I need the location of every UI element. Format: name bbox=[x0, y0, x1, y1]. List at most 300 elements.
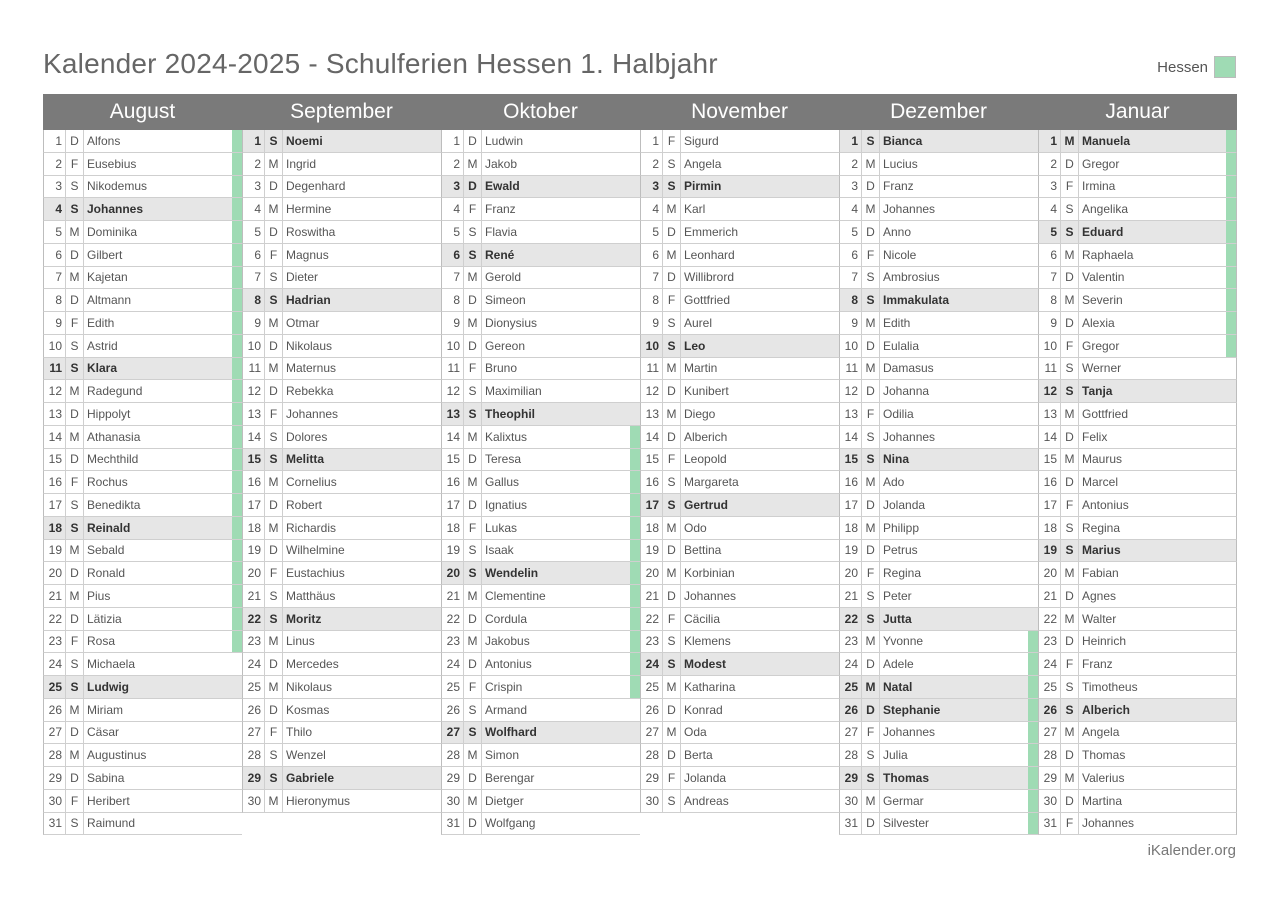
holiday-marker bbox=[1028, 744, 1038, 766]
name-day: Altmann bbox=[87, 293, 132, 308]
day-row bbox=[1038, 585, 1237, 608]
name-day: Leo bbox=[684, 338, 706, 353]
name-day: Johannes bbox=[883, 429, 936, 444]
holiday-marker bbox=[1028, 722, 1038, 744]
day-number: 13 bbox=[641, 403, 663, 425]
weekday-letter: M bbox=[663, 517, 681, 539]
day-number: 28 bbox=[442, 744, 464, 766]
weekday-letter: S bbox=[1061, 221, 1079, 243]
day-number: 24 bbox=[243, 653, 265, 675]
holiday-marker bbox=[630, 699, 640, 721]
weekday-letter: S bbox=[265, 744, 283, 766]
day-number: 26 bbox=[442, 699, 464, 721]
day-row bbox=[441, 471, 640, 494]
day-number: 4 bbox=[442, 198, 464, 220]
day-row bbox=[441, 312, 640, 335]
day-row bbox=[839, 608, 1038, 631]
weekday-letter: M bbox=[66, 267, 84, 289]
name-day: Yvonne bbox=[883, 634, 924, 649]
weekday-letter: S bbox=[862, 289, 880, 311]
holiday-marker bbox=[431, 517, 441, 539]
name-day: Valentin bbox=[1082, 270, 1125, 285]
weekday-letter: M bbox=[663, 562, 681, 584]
name-day: Athanasia bbox=[87, 429, 141, 444]
month-column bbox=[640, 94, 839, 835]
weekday-letter: F bbox=[663, 608, 681, 630]
day-row bbox=[1038, 676, 1237, 699]
day-row bbox=[441, 130, 640, 153]
day-row bbox=[640, 221, 839, 244]
day-row bbox=[441, 676, 640, 699]
day-number: 18 bbox=[840, 517, 862, 539]
name-day: Clementine bbox=[485, 588, 546, 603]
day-row bbox=[441, 176, 640, 199]
weekday-letter: D bbox=[265, 335, 283, 357]
day-row bbox=[43, 403, 242, 426]
day-row bbox=[640, 267, 839, 290]
holiday-marker bbox=[431, 426, 441, 448]
month-column bbox=[441, 94, 640, 835]
day-number: 4 bbox=[44, 198, 66, 220]
name-day: Kajetan bbox=[87, 270, 128, 285]
holiday-marker bbox=[829, 790, 839, 812]
day-row bbox=[640, 494, 839, 517]
name-day: Richardis bbox=[286, 520, 337, 535]
holiday-marker bbox=[630, 176, 640, 198]
name-day: Fabian bbox=[1082, 566, 1119, 581]
day-row bbox=[640, 176, 839, 199]
holiday-marker bbox=[829, 130, 839, 152]
day-number: 2 bbox=[243, 153, 265, 175]
name-day: Stephanie bbox=[883, 702, 941, 717]
day-row bbox=[640, 517, 839, 540]
holiday-marker bbox=[431, 471, 441, 493]
day-row bbox=[839, 540, 1038, 563]
weekday-letter: M bbox=[464, 426, 482, 448]
weekday-letter: M bbox=[66, 699, 84, 721]
day-number: 21 bbox=[442, 585, 464, 607]
day-number: 9 bbox=[840, 312, 862, 334]
day-row bbox=[640, 380, 839, 403]
day-row bbox=[242, 426, 441, 449]
day-number: 13 bbox=[243, 403, 265, 425]
name-day: Edith bbox=[883, 315, 911, 330]
day-row bbox=[1038, 471, 1237, 494]
day-number: 22 bbox=[840, 608, 862, 630]
weekday-letter: S bbox=[464, 562, 482, 584]
holiday-marker bbox=[829, 744, 839, 766]
holiday-marker bbox=[829, 176, 839, 198]
day-number: 5 bbox=[1039, 221, 1061, 243]
day-number: 27 bbox=[442, 722, 464, 744]
name-day: Rosa bbox=[87, 634, 116, 649]
day-row bbox=[839, 426, 1038, 449]
name-day: Isaak bbox=[485, 543, 514, 558]
holiday-marker bbox=[431, 221, 441, 243]
name-day: Angela bbox=[684, 156, 722, 171]
holiday-marker bbox=[431, 585, 441, 607]
name-day: Kunibert bbox=[684, 384, 729, 399]
day-number: 19 bbox=[840, 540, 862, 562]
weekday-letter: M bbox=[862, 198, 880, 220]
holiday-marker bbox=[1028, 267, 1038, 289]
weekday-letter: S bbox=[1061, 380, 1079, 402]
day-row bbox=[441, 790, 640, 813]
day-number: 29 bbox=[442, 767, 464, 789]
holiday-marker bbox=[232, 267, 242, 289]
holiday-marker bbox=[1028, 813, 1038, 835]
weekday-letter: D bbox=[663, 699, 681, 721]
day-number: 19 bbox=[44, 540, 66, 562]
day-number: 4 bbox=[840, 198, 862, 220]
day-row bbox=[839, 449, 1038, 472]
name-day: Diego bbox=[684, 406, 716, 421]
weekday-letter: S bbox=[66, 653, 84, 675]
day-row bbox=[839, 130, 1038, 153]
name-day: Irmina bbox=[1082, 179, 1116, 194]
holiday-marker bbox=[630, 744, 640, 766]
day-number: 5 bbox=[840, 221, 862, 243]
day-row bbox=[242, 471, 441, 494]
name-day: Edith bbox=[87, 315, 115, 330]
name-day: Heribert bbox=[87, 793, 130, 808]
weekday-letter: F bbox=[464, 198, 482, 220]
weekday-letter: M bbox=[663, 403, 681, 425]
day-row bbox=[441, 562, 640, 585]
weekday-letter: S bbox=[862, 130, 880, 152]
name-day: Johannes bbox=[286, 406, 339, 421]
day-number: 30 bbox=[243, 790, 265, 812]
weekday-letter: D bbox=[862, 540, 880, 562]
holiday-marker bbox=[232, 676, 242, 698]
weekday-letter: D bbox=[265, 380, 283, 402]
holiday-marker bbox=[1226, 153, 1236, 175]
holiday-marker bbox=[1028, 676, 1038, 698]
holiday-marker bbox=[1226, 744, 1236, 766]
name-day: Otmar bbox=[286, 315, 320, 330]
weekday-letter: D bbox=[66, 608, 84, 630]
name-day: Berta bbox=[684, 748, 713, 763]
holiday-marker bbox=[829, 608, 839, 630]
holiday-marker bbox=[232, 153, 242, 175]
name-day: Heinrich bbox=[1082, 634, 1127, 649]
day-row bbox=[43, 790, 242, 813]
holiday-marker bbox=[1226, 198, 1236, 220]
holiday-marker bbox=[630, 335, 640, 357]
day-number: 9 bbox=[44, 312, 66, 334]
weekday-letter: M bbox=[66, 744, 84, 766]
holiday-marker bbox=[630, 767, 640, 789]
name-day: Petrus bbox=[883, 543, 918, 558]
name-day: Gereon bbox=[485, 338, 526, 353]
day-row bbox=[242, 312, 441, 335]
name-day: Hermine bbox=[286, 202, 332, 217]
day-number: 10 bbox=[243, 335, 265, 357]
holiday-marker bbox=[1226, 540, 1236, 562]
day-number: 18 bbox=[641, 517, 663, 539]
day-number: 21 bbox=[641, 585, 663, 607]
weekday-letter: F bbox=[66, 471, 84, 493]
name-day: Michaela bbox=[87, 657, 136, 672]
day-number: 1 bbox=[44, 130, 66, 152]
name-day: Degenhard bbox=[286, 179, 346, 194]
holiday-marker bbox=[630, 540, 640, 562]
holiday-marker bbox=[431, 198, 441, 220]
name-day: Dolores bbox=[286, 429, 328, 444]
name-day: Franz bbox=[485, 202, 516, 217]
day-number: 28 bbox=[641, 744, 663, 766]
day-number: 26 bbox=[1039, 699, 1061, 721]
day-number: 10 bbox=[442, 335, 464, 357]
month-column bbox=[839, 94, 1038, 835]
holiday-marker bbox=[630, 676, 640, 698]
holiday-marker bbox=[829, 358, 839, 380]
name-day: Bruno bbox=[485, 361, 518, 376]
weekday-letter: F bbox=[464, 517, 482, 539]
holiday-marker bbox=[1028, 562, 1038, 584]
holiday-marker bbox=[1226, 403, 1236, 425]
day-number: 12 bbox=[442, 380, 464, 402]
day-number: 6 bbox=[641, 244, 663, 266]
name-day: Benedikta bbox=[87, 497, 141, 512]
holiday-marker bbox=[829, 403, 839, 425]
name-day: Flavia bbox=[485, 224, 518, 239]
holiday-marker bbox=[1226, 335, 1236, 357]
weekday-letter: S bbox=[464, 221, 482, 243]
name-day: Antonius bbox=[1082, 497, 1129, 512]
name-day: Radegund bbox=[87, 384, 143, 399]
name-day: Jakob bbox=[485, 156, 518, 171]
weekday-letter: D bbox=[663, 221, 681, 243]
weekday-letter: S bbox=[464, 540, 482, 562]
day-number: 25 bbox=[840, 676, 862, 698]
name-day: Berengar bbox=[485, 770, 535, 785]
name-day: Astrid bbox=[87, 338, 118, 353]
day-number: 28 bbox=[1039, 744, 1061, 766]
day-row bbox=[43, 449, 242, 472]
holiday-marker bbox=[232, 517, 242, 539]
weekday-letter: M bbox=[265, 471, 283, 493]
holiday-marker bbox=[1028, 403, 1038, 425]
day-row bbox=[839, 358, 1038, 381]
holiday-marker bbox=[232, 494, 242, 516]
day-row bbox=[1038, 631, 1237, 654]
name-day: Ado bbox=[883, 475, 905, 490]
name-day: Johannes bbox=[87, 202, 144, 217]
day-number: 1 bbox=[840, 130, 862, 152]
day-number: 17 bbox=[840, 494, 862, 516]
holiday-marker bbox=[1028, 130, 1038, 152]
name-day: Raphaela bbox=[1082, 247, 1134, 262]
day-number: 31 bbox=[442, 813, 464, 835]
day-number: 11 bbox=[840, 358, 862, 380]
name-day: Peter bbox=[883, 588, 912, 603]
holiday-marker bbox=[232, 790, 242, 812]
day-row bbox=[839, 198, 1038, 221]
footer-credit: iKalender.org bbox=[1147, 842, 1236, 859]
holiday-marker bbox=[1226, 562, 1236, 584]
day-row bbox=[839, 767, 1038, 790]
holiday-marker bbox=[232, 221, 242, 243]
weekday-letter: F bbox=[1061, 176, 1079, 198]
name-day: Alberich bbox=[1082, 702, 1131, 717]
day-row bbox=[441, 335, 640, 358]
holiday-marker bbox=[1028, 312, 1038, 334]
holiday-marker bbox=[630, 267, 640, 289]
day-row bbox=[441, 198, 640, 221]
day-number: 9 bbox=[641, 312, 663, 334]
day-row bbox=[43, 130, 242, 153]
day-number: 30 bbox=[840, 790, 862, 812]
weekday-letter: D bbox=[464, 449, 482, 471]
day-row bbox=[441, 517, 640, 540]
day-number: 14 bbox=[641, 426, 663, 448]
month-header: Januar bbox=[1038, 94, 1237, 130]
day-number: 30 bbox=[44, 790, 66, 812]
weekday-letter: M bbox=[663, 676, 681, 698]
weekday-letter: S bbox=[265, 608, 283, 630]
day-number: 26 bbox=[840, 699, 862, 721]
holiday-marker bbox=[1226, 699, 1236, 721]
weekday-letter: S bbox=[66, 813, 84, 835]
holiday-marker bbox=[431, 176, 441, 198]
day-row bbox=[839, 517, 1038, 540]
day-number: 16 bbox=[641, 471, 663, 493]
weekday-letter: M bbox=[862, 631, 880, 653]
weekday-letter: F bbox=[265, 403, 283, 425]
day-row bbox=[839, 722, 1038, 745]
holiday-marker bbox=[829, 335, 839, 357]
day-row bbox=[242, 449, 441, 472]
holiday-marker bbox=[431, 403, 441, 425]
holiday-marker bbox=[232, 722, 242, 744]
name-day: Pirmin bbox=[684, 179, 722, 194]
name-day: Magnus bbox=[286, 247, 329, 262]
day-row bbox=[1038, 813, 1237, 836]
day-row bbox=[441, 653, 640, 676]
day-row bbox=[43, 562, 242, 585]
name-day: Miriam bbox=[87, 702, 123, 717]
holiday-marker bbox=[1028, 176, 1038, 198]
weekday-letter: F bbox=[464, 358, 482, 380]
name-day: Moritz bbox=[286, 611, 322, 626]
day-number: 12 bbox=[641, 380, 663, 402]
day-number: 22 bbox=[44, 608, 66, 630]
day-row bbox=[441, 289, 640, 312]
name-day: Natal bbox=[883, 679, 913, 694]
holiday-marker bbox=[431, 267, 441, 289]
weekday-letter: M bbox=[265, 198, 283, 220]
day-number: 27 bbox=[243, 722, 265, 744]
day-number: 8 bbox=[44, 289, 66, 311]
day-row bbox=[839, 562, 1038, 585]
name-day: Katharina bbox=[684, 679, 736, 694]
day-number: 20 bbox=[1039, 562, 1061, 584]
day-number: 23 bbox=[442, 631, 464, 653]
day-row bbox=[441, 380, 640, 403]
name-day: Theophil bbox=[485, 406, 535, 421]
name-day: Simeon bbox=[485, 293, 526, 308]
holiday-marker bbox=[232, 198, 242, 220]
holiday-marker bbox=[1028, 699, 1038, 721]
name-day: Dietger bbox=[485, 793, 524, 808]
day-row bbox=[640, 244, 839, 267]
name-day: Simon bbox=[485, 748, 520, 763]
day-row bbox=[43, 540, 242, 563]
day-row bbox=[640, 767, 839, 790]
day-number: 2 bbox=[1039, 153, 1061, 175]
weekday-letter: F bbox=[66, 790, 84, 812]
name-day: Eusebius bbox=[87, 156, 137, 171]
name-day: Odilia bbox=[883, 406, 914, 421]
day-number: 25 bbox=[243, 676, 265, 698]
day-number: 18 bbox=[442, 517, 464, 539]
day-number: 8 bbox=[840, 289, 862, 311]
holiday-marker bbox=[630, 358, 640, 380]
day-row bbox=[43, 335, 242, 358]
holiday-marker bbox=[630, 153, 640, 175]
holiday-marker bbox=[1226, 653, 1236, 675]
name-day: Germar bbox=[883, 793, 924, 808]
weekday-letter: D bbox=[464, 608, 482, 630]
name-day: Marcel bbox=[1082, 475, 1119, 490]
weekday-letter: S bbox=[1061, 540, 1079, 562]
day-number: 16 bbox=[1039, 471, 1061, 493]
weekday-letter: M bbox=[464, 267, 482, 289]
holiday-marker bbox=[232, 449, 242, 471]
holiday-marker bbox=[232, 358, 242, 380]
weekday-letter: S bbox=[663, 153, 681, 175]
day-row bbox=[242, 744, 441, 767]
day-row bbox=[839, 653, 1038, 676]
weekday-letter: D bbox=[265, 221, 283, 243]
day-row bbox=[640, 562, 839, 585]
holiday-marker bbox=[1226, 608, 1236, 630]
weekday-letter: M bbox=[1061, 767, 1079, 789]
day-number: 19 bbox=[1039, 540, 1061, 562]
holiday-marker bbox=[1226, 517, 1236, 539]
weekday-letter: D bbox=[464, 176, 482, 198]
weekday-letter: D bbox=[663, 267, 681, 289]
name-day: Karl bbox=[684, 202, 706, 217]
day-number: 7 bbox=[641, 267, 663, 289]
weekday-letter: S bbox=[464, 722, 482, 744]
holiday-marker bbox=[431, 790, 441, 812]
holiday-marker bbox=[1226, 267, 1236, 289]
holiday-marker bbox=[232, 653, 242, 675]
weekday-letter: D bbox=[66, 289, 84, 311]
day-number: 26 bbox=[641, 699, 663, 721]
day-row bbox=[640, 631, 839, 654]
day-row bbox=[640, 653, 839, 676]
day-row bbox=[1038, 722, 1237, 745]
day-row bbox=[441, 221, 640, 244]
weekday-letter: D bbox=[265, 653, 283, 675]
day-row bbox=[43, 744, 242, 767]
holiday-marker bbox=[829, 540, 839, 562]
weekday-letter: M bbox=[464, 631, 482, 653]
day-row bbox=[839, 676, 1038, 699]
name-day: Jakobus bbox=[485, 634, 530, 649]
name-day: Linus bbox=[286, 634, 315, 649]
weekday-letter: D bbox=[663, 426, 681, 448]
holiday-marker bbox=[1226, 312, 1236, 334]
name-day: Klemens bbox=[684, 634, 731, 649]
holiday-marker bbox=[1028, 767, 1038, 789]
day-row bbox=[43, 494, 242, 517]
holiday-marker bbox=[1226, 676, 1236, 698]
day-row bbox=[839, 471, 1038, 494]
